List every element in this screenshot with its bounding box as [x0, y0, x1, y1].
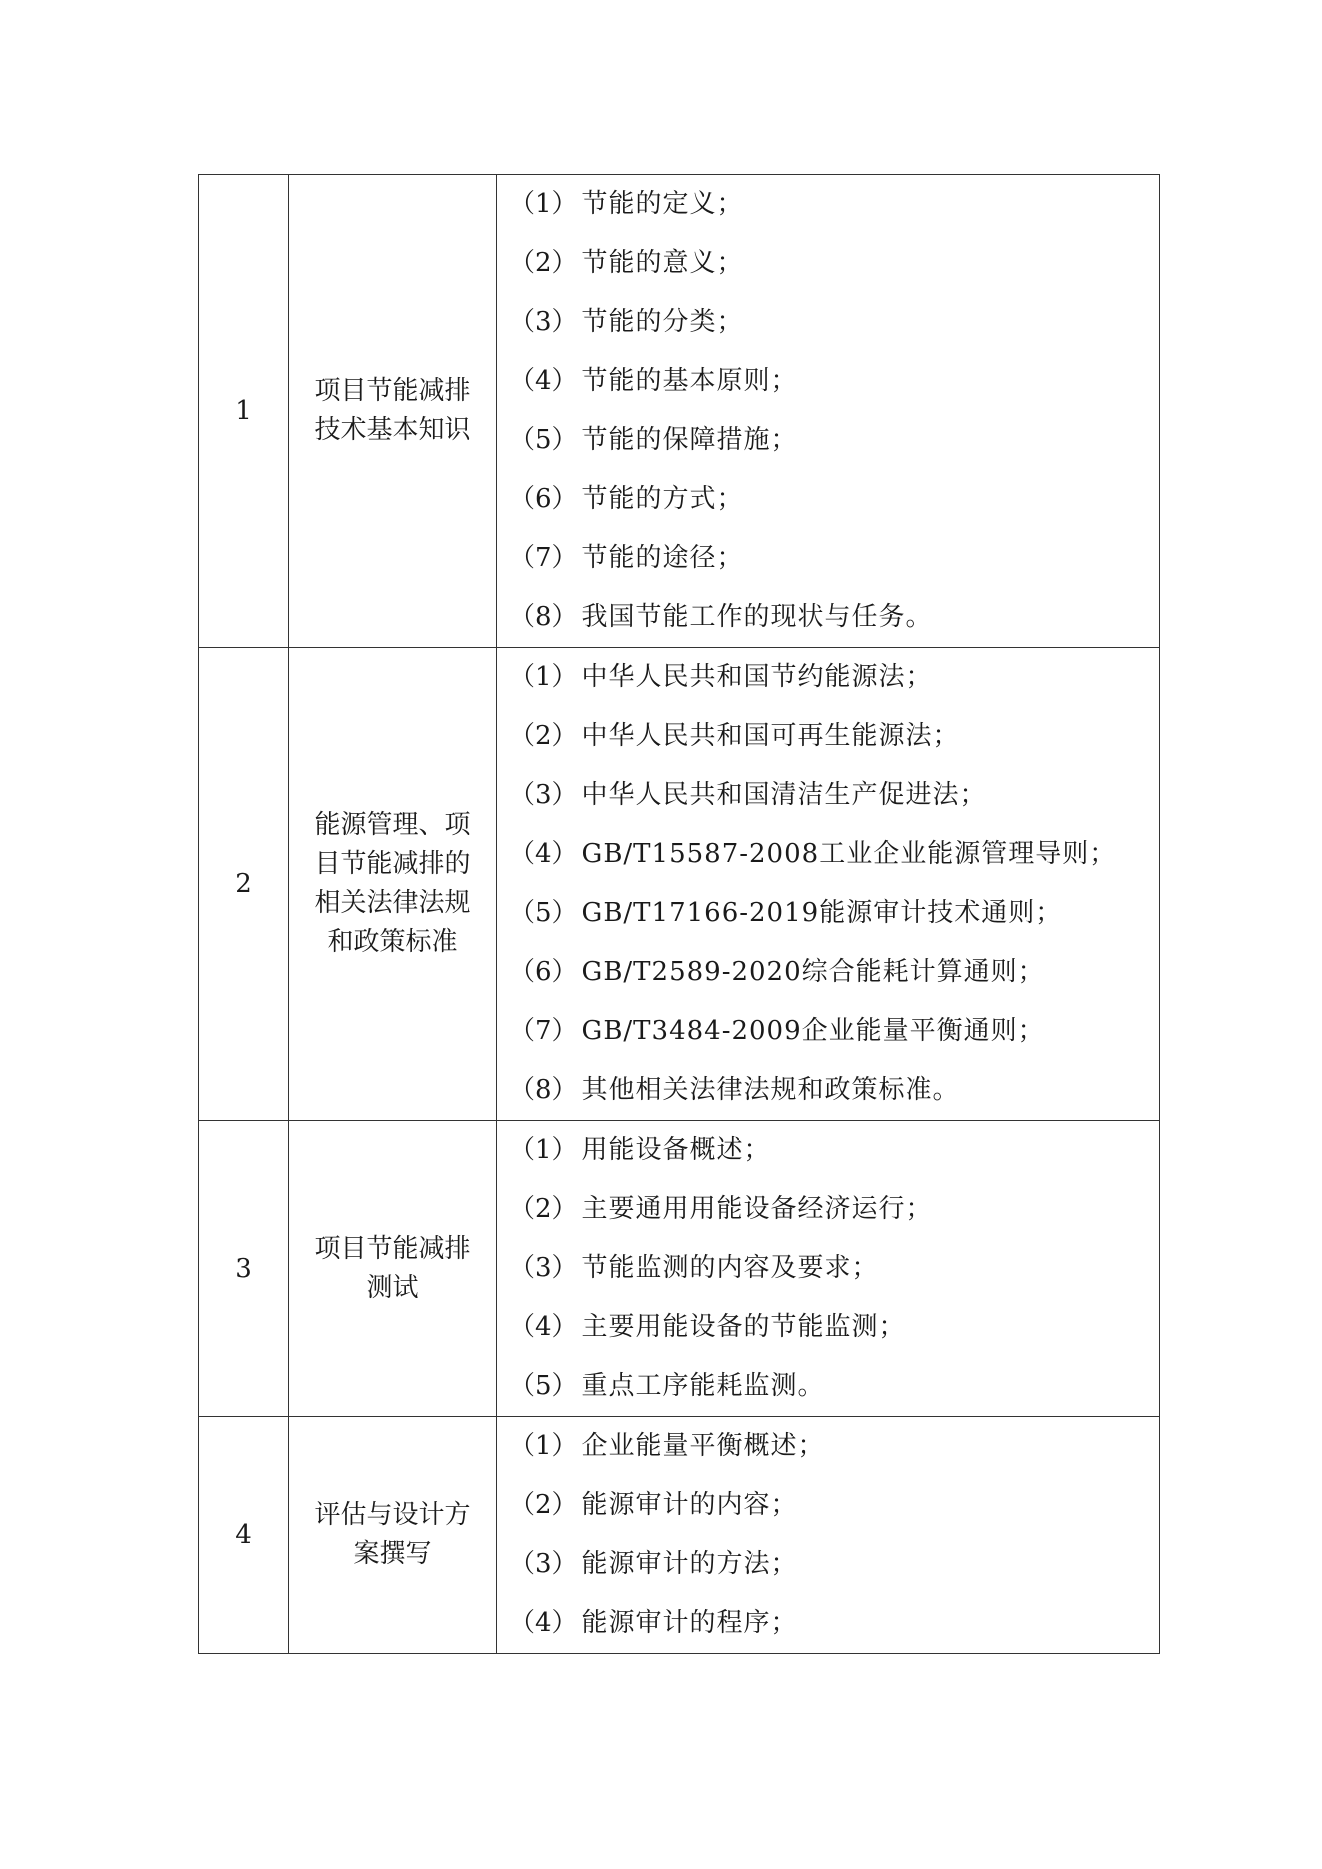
item-index: （2）: [509, 1194, 578, 1224]
item-index: （2）: [509, 1490, 578, 1520]
item-text: GB/T17166-2019能源审计技术通则；: [581, 898, 1063, 928]
item-index: （7）: [509, 543, 578, 573]
item-index: （4）: [509, 1608, 578, 1638]
topic-line: 能源管理、项: [314, 810, 471, 840]
list-item: [509, 1061, 1159, 1120]
item-index: （4）: [509, 366, 578, 396]
item-text: 节能的途径；: [581, 543, 744, 573]
course-content-table: [198, 174, 1160, 1654]
topic-cell: [289, 648, 497, 1121]
list-item: [509, 943, 1159, 1002]
item-text: 能源审计的内容；: [581, 1490, 798, 1520]
item-index: （1）: [509, 1135, 578, 1165]
list-item: [509, 175, 1159, 234]
topic-cell: [289, 1121, 497, 1417]
item-text: 能源审计的程序；: [581, 1608, 798, 1638]
list-item: [509, 352, 1159, 411]
item-index: （7）: [509, 1016, 578, 1046]
list-item: [509, 411, 1159, 470]
item-text: 中华人民共和国清洁生产促进法；: [581, 780, 987, 810]
table-row: [199, 1121, 1160, 1417]
item-text: GB/T2589-2020综合能耗计算通则；: [581, 957, 1045, 987]
item-index: （5）: [509, 898, 578, 928]
item-text: 企业能量平衡概述；: [581, 1431, 825, 1461]
item-index: （2）: [509, 248, 578, 278]
item-text: GB/T15587-2008工业企业能源管理导则；: [581, 839, 1117, 869]
content-list: [497, 1417, 1159, 1653]
row-number: 4: [199, 1417, 289, 1654]
item-text: 能源审计的方法；: [581, 1549, 798, 1579]
item-text: 节能监测的内容及要求；: [581, 1253, 879, 1283]
topic-cell: [289, 1417, 497, 1654]
list-item: [509, 1239, 1159, 1298]
topic-line: 和政策标准: [327, 927, 458, 957]
content-list: [497, 175, 1159, 647]
item-text: 节能的保障措施；: [581, 425, 798, 455]
table-row: [199, 1417, 1160, 1654]
list-item: [509, 1298, 1159, 1357]
topic-line: 技术基本知识: [314, 415, 471, 445]
item-text: 我国节能工作的现状与任务。: [581, 602, 933, 632]
list-item: [509, 1594, 1159, 1653]
table-row: [199, 175, 1160, 648]
item-index: （3）: [509, 1549, 578, 1579]
content-cell: [497, 175, 1160, 648]
item-text: 中华人民共和国节约能源法；: [581, 662, 933, 692]
list-item: [509, 529, 1159, 588]
item-index: （1）: [509, 1431, 578, 1461]
item-index: （8）: [509, 1075, 578, 1105]
list-item: [509, 1002, 1159, 1061]
list-item: [509, 1417, 1159, 1476]
list-item: [509, 1535, 1159, 1594]
topic-line: 测试: [366, 1272, 419, 1303]
row-number: 2: [199, 648, 289, 1121]
topic-line: 项目节能减排: [314, 1233, 471, 1264]
topic-line: 目节能减排的: [314, 849, 471, 879]
topic-cell: [289, 175, 497, 648]
list-item: [509, 648, 1159, 707]
table-row: [199, 648, 1160, 1121]
content-cell: [497, 1417, 1160, 1654]
item-text: 节能的分类；: [581, 307, 744, 337]
item-index: （6）: [509, 957, 578, 987]
list-item: [509, 825, 1159, 884]
list-item: [509, 293, 1159, 352]
item-text: 中华人民共和国可再生能源法；: [581, 721, 960, 751]
item-text: 重点工序能耗监测。: [581, 1371, 825, 1401]
item-index: （1）: [509, 189, 578, 219]
list-item: [509, 766, 1159, 825]
item-index: （4）: [509, 839, 578, 869]
item-index: （4）: [509, 1312, 578, 1342]
item-text: 用能设备概述；: [581, 1135, 771, 1165]
item-index: （5）: [509, 425, 578, 455]
item-text: 主要用能设备的节能监测；: [581, 1312, 906, 1342]
item-text: 节能的基本原则；: [581, 366, 798, 396]
item-index: （8）: [509, 602, 578, 632]
row-number: 1: [199, 175, 289, 648]
item-index: （6）: [509, 484, 578, 514]
list-item: [509, 1476, 1159, 1535]
list-item: [509, 1180, 1159, 1239]
list-item: [509, 588, 1159, 647]
topic-line: 项目节能减排: [314, 376, 471, 406]
topic-line: 评估与设计方: [314, 1500, 471, 1530]
item-text: 节能的定义；: [581, 189, 744, 219]
item-index: （3）: [509, 307, 578, 337]
table-body: [199, 175, 1160, 1654]
list-item: [509, 1357, 1159, 1416]
topic-line: 相关法律法规: [314, 888, 471, 918]
item-text: 主要通用用能设备经济运行；: [581, 1194, 933, 1224]
item-text: GB/T3484-2009企业能量平衡通则；: [581, 1016, 1045, 1046]
item-index: （2）: [509, 721, 578, 751]
row-number: 3: [199, 1121, 289, 1417]
content-list: [497, 648, 1159, 1120]
item-index: （5）: [509, 1371, 578, 1401]
item-text: 其他相关法律法规和政策标准。: [581, 1075, 960, 1105]
list-item: [509, 884, 1159, 943]
item-text: 节能的方式；: [581, 484, 744, 514]
list-item: [509, 1121, 1159, 1180]
item-text: 节能的意义；: [581, 248, 744, 278]
item-index: （3）: [509, 780, 578, 810]
content-cell: [497, 1121, 1160, 1417]
list-item: [509, 707, 1159, 766]
item-index: （3）: [509, 1253, 578, 1283]
topic-line: 案撰写: [353, 1539, 432, 1569]
list-item: [509, 234, 1159, 293]
content-list: [497, 1121, 1159, 1416]
list-item: [509, 470, 1159, 529]
content-cell: [497, 648, 1160, 1121]
item-index: （1）: [509, 662, 578, 692]
